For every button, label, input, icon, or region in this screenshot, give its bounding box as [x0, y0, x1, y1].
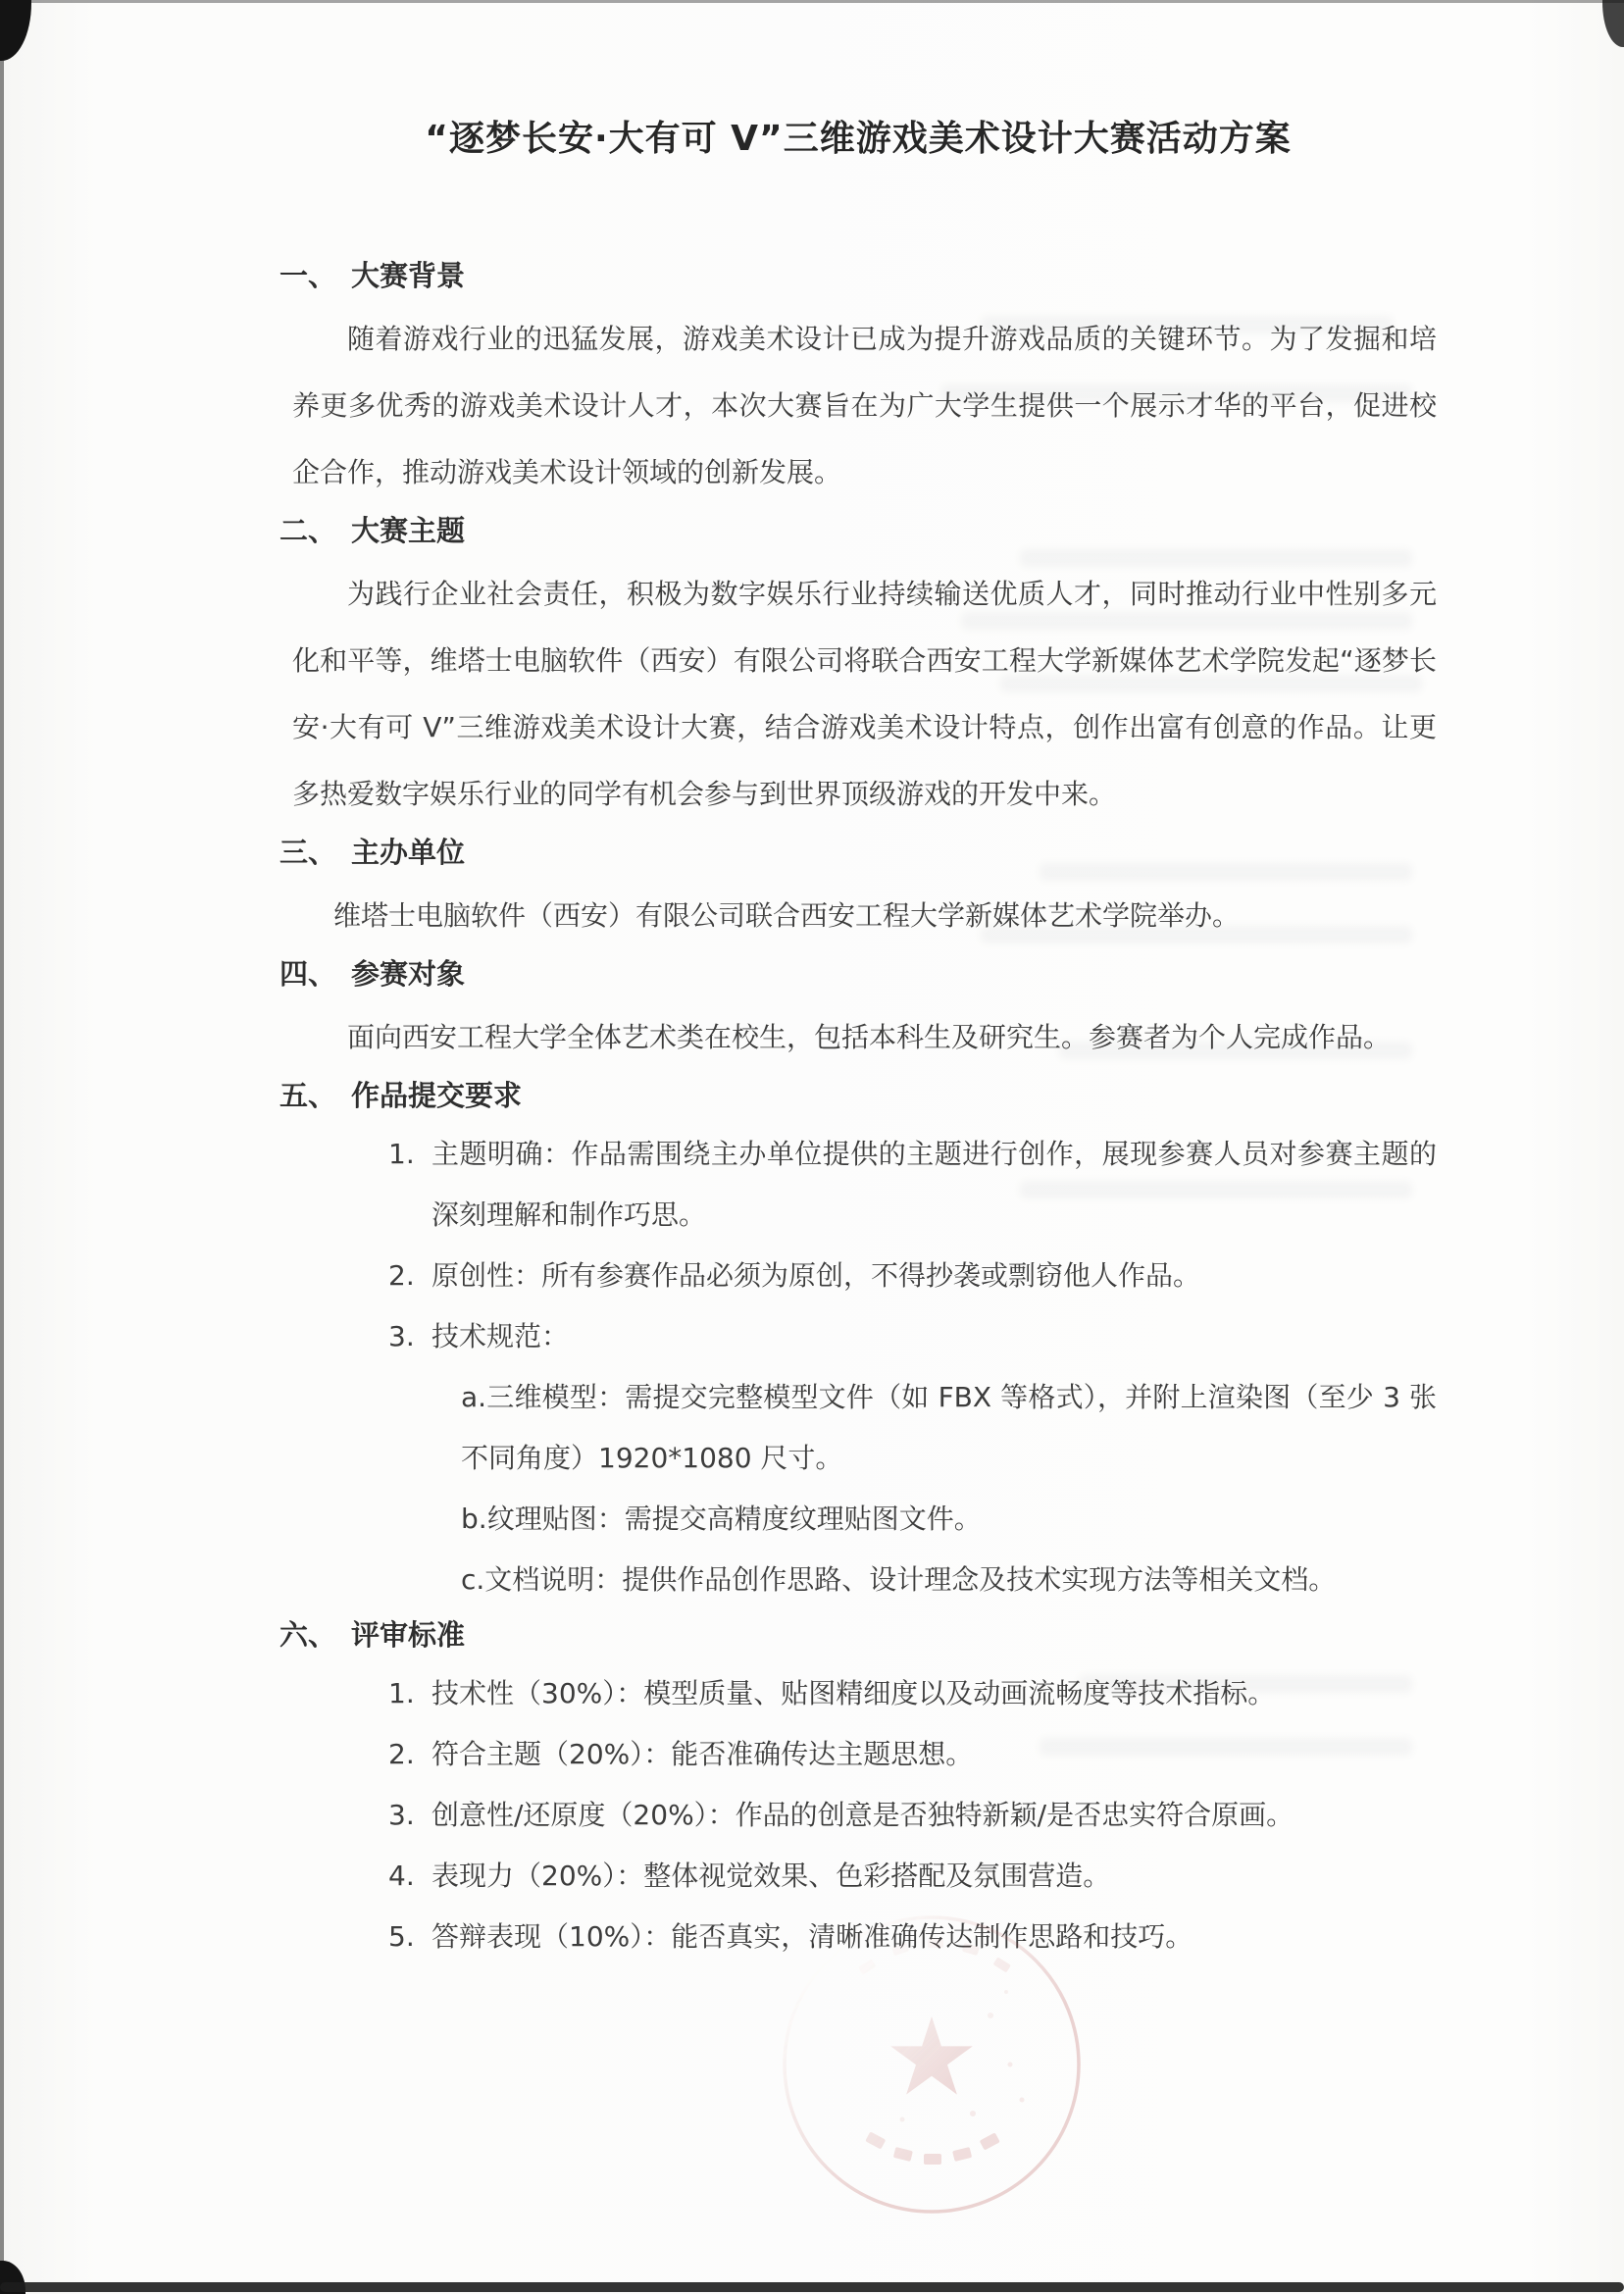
- section-title: 作品提交要求: [351, 1079, 523, 1112]
- seal-star-icon: [890, 2016, 973, 2095]
- list-item: [388, 1306, 1437, 1367]
- list-marker: 5.: [388, 1920, 415, 1953]
- page-title: “逐梦长安·大有可 V”三维游戏美术设计大赛活动方案: [425, 119, 1292, 159]
- list-item: [388, 1663, 1437, 1724]
- section-title: 大赛背景: [351, 259, 466, 292]
- section-heading-organizer: [279, 830, 1437, 875]
- list-marker: 3.: [388, 1320, 415, 1352]
- numbered-list: [388, 1124, 1437, 1367]
- section-heading-submission: [279, 1073, 1437, 1118]
- list-item: [388, 1724, 1437, 1785]
- section-title: 大赛主题: [351, 514, 466, 547]
- scan-edge-bottom: [0, 2282, 1624, 2292]
- list-item-text: 答辩表现（10%）：能否真实，清晰准确传达制作思路和技巧。: [431, 1920, 1193, 1953]
- list-item-text: 技术性（30%）：模型质量、贴图精细度以及动画流畅度等技术指标。: [431, 1677, 1276, 1709]
- section-heading-criteria: [279, 1612, 1437, 1657]
- section-number: 二、: [279, 514, 337, 547]
- sublist-item-text: 纹理贴图：需提交高精度纹理贴图文件。: [486, 1503, 982, 1535]
- paragraph: 为践行企业社会责任，积极为数字娱乐行业持续输送优质人才，同时推动行业中性别多元化和平等，维塔士电脑软件（西安）有限公司将联合西安工程大学新媒体艺术学院发起“逐梦长安·大有可 V”三维游戏美术设计大赛，结合游戏美术设计特点，创作出富有创意的作品。让更多热爱数字娱乐行业的同学有机会参与到世界顶级游戏的开发中来。: [292, 578, 1437, 810]
- list-marker: 2.: [388, 1259, 415, 1292]
- sublist-item-text: 三维模型：需提交完整模型文件（如 FBX 等格式），并附上渲染图（至少 3 张不同角度）1920*1080 尺寸。: [461, 1381, 1437, 1474]
- section-heading-theme: [279, 508, 1437, 553]
- section-number: 三、: [279, 836, 337, 869]
- list-item-text: 符合主题（20%）：能否准确传达主题思想。: [431, 1738, 974, 1770]
- list-item-text: 创意性/还原度（20%）：作品的创意是否独特新颖/是否忠实符合原画。: [431, 1799, 1294, 1831]
- sublist-item: [461, 1367, 1437, 1489]
- section-number: 四、: [279, 957, 337, 991]
- scan-corner-top-left: [0, 0, 31, 61]
- list-item-text: 原创性：所有参赛作品必须为原创，不得抄袭或剽窃他人作品。: [431, 1259, 1201, 1292]
- list-item: [388, 1785, 1437, 1846]
- section-number: 六、: [279, 1618, 337, 1652]
- scan-edge-left: [0, 0, 4, 2294]
- sublist-item: [461, 1550, 1437, 1610]
- list-item-text: 技术规范：: [431, 1320, 570, 1352]
- seal-graphic: [765, 1898, 1098, 2231]
- section-number: 一、: [279, 259, 337, 292]
- list-item: [388, 1246, 1437, 1306]
- sublist-marker: b.: [461, 1503, 487, 1535]
- sublist-item-text: 文档说明：提供作品创作思路、设计理念及技术实现方法等相关文档。: [484, 1563, 1337, 1596]
- paragraph: 面向西安工程大学全体艺术类在校生，包括本科生及研究生。参赛者为个人完成作品。: [347, 1021, 1392, 1053]
- scan-edge-top: [0, 0, 1624, 3]
- sublist-marker: a.: [461, 1381, 487, 1413]
- document-body: [279, 116, 1437, 1967]
- list-marker: 2.: [388, 1738, 415, 1770]
- list-item: [388, 1124, 1437, 1246]
- list-item-text: 主题明确：作品需围绕主办单位提供的主题进行创作，展现参赛人员对参赛主题的深刻理解和制作巧思。: [431, 1138, 1437, 1231]
- list-marker: 1.: [388, 1138, 415, 1170]
- list-marker: 4.: [388, 1860, 415, 1892]
- section-number: 五、: [279, 1079, 337, 1112]
- section-title: 主办单位: [351, 836, 466, 869]
- list-item-text: 表现力（20%）：整体视觉效果、色彩搭配及氛围营造。: [431, 1860, 1111, 1892]
- sublist-marker: c.: [461, 1563, 485, 1596]
- section-heading-participants: [279, 951, 1437, 996]
- section-heading-background: [279, 253, 1437, 298]
- paragraph: 维塔士电脑软件（西安）有限公司联合西安工程大学新媒体艺术学院举办。: [333, 899, 1241, 932]
- lettered-sublist: [461, 1367, 1437, 1610]
- list-marker: 3.: [388, 1799, 415, 1831]
- paragraph: 随着游戏行业的迅猛发展，游戏美术设计已成为提升游戏品质的关键环节。为了发掘和培养更多优秀的游戏美术设计人才，本次大赛旨在为广大学生提供一个展示才华的平台，促进校企合作，推动游戏美术设计领域的创新发展。: [292, 323, 1437, 488]
- sublist-item: [461, 1489, 1437, 1550]
- scan-corner-top-right: [1602, 0, 1624, 47]
- section-title: 评审标准: [351, 1618, 466, 1652]
- official-red-seal-stamp: [765, 1898, 1098, 2231]
- section-title: 参赛对象: [351, 957, 466, 991]
- list-marker: 1.: [388, 1677, 415, 1709]
